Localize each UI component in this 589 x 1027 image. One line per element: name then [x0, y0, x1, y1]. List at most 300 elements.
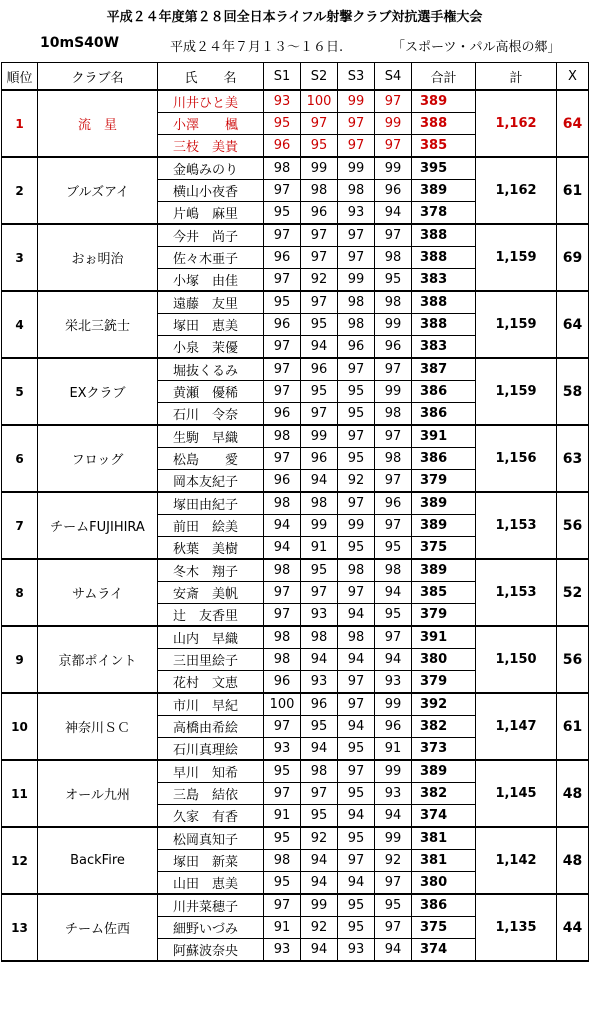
score-s3-cell: 98 — [338, 626, 375, 649]
score-s2-cell: 97 — [301, 113, 338, 135]
table-row — [2, 358, 589, 381]
shooter-name-cell: 塚田 恵美 — [158, 314, 264, 336]
rank-cell: 12 — [2, 827, 38, 894]
score-s2-cell: 96 — [301, 693, 338, 716]
score-s3-cell: 95 — [338, 783, 375, 805]
shooter-name-cell: 安斎 美帆 — [158, 582, 264, 604]
individual-total-cell: 383 — [412, 269, 476, 292]
team-total-cell: 1,153 — [476, 559, 557, 626]
table-row — [2, 693, 589, 716]
team-total-cell: 1,145 — [476, 760, 557, 827]
individual-total-cell: 388 — [412, 291, 476, 314]
score-s3-cell: 98 — [338, 180, 375, 202]
results-table — [1, 62, 589, 962]
club-name-cell: 流 星 — [38, 90, 158, 157]
score-s3-cell: 97 — [338, 425, 375, 448]
score-s2-cell: 96 — [301, 358, 338, 381]
team-total-cell: 1,159 — [476, 358, 557, 425]
score-s3-cell: 94 — [338, 716, 375, 738]
score-s4-cell: 99 — [375, 314, 412, 336]
score-s4-cell: 96 — [375, 336, 412, 359]
shooter-name-cell: 早川 知希 — [158, 760, 264, 783]
score-s1-cell: 96 — [264, 247, 301, 269]
score-s2-cell: 92 — [301, 827, 338, 850]
score-s1-cell: 96 — [264, 135, 301, 158]
score-s2-cell: 94 — [301, 336, 338, 359]
score-s1-cell: 94 — [264, 515, 301, 537]
team-total-cell: 1,135 — [476, 894, 557, 961]
score-s4-cell: 93 — [375, 783, 412, 805]
score-s1-cell: 95 — [264, 872, 301, 895]
score-s3-cell: 97 — [338, 358, 375, 381]
score-s4-cell: 99 — [375, 760, 412, 783]
score-s3-cell: 98 — [338, 559, 375, 582]
individual-total-cell: 389 — [412, 559, 476, 582]
score-s4-cell: 92 — [375, 850, 412, 872]
shooter-name-cell: 片嶋 麻里 — [158, 202, 264, 225]
x-count-cell: 63 — [557, 425, 589, 492]
score-s3-cell: 97 — [338, 582, 375, 604]
score-s4-cell: 98 — [375, 559, 412, 582]
score-s2-cell: 94 — [301, 939, 338, 962]
score-s2-cell: 97 — [301, 403, 338, 426]
individual-total-cell: 386 — [412, 894, 476, 917]
score-s4-cell: 99 — [375, 157, 412, 180]
table-row — [2, 626, 589, 649]
score-s3-cell: 98 — [338, 314, 375, 336]
score-s1-cell: 95 — [264, 291, 301, 314]
shooter-name-cell: 三島 結依 — [158, 783, 264, 805]
rank-cell: 3 — [2, 224, 38, 291]
score-s3-cell: 97 — [338, 850, 375, 872]
shooter-name-cell: 三枝 美貴 — [158, 135, 264, 158]
score-s1-cell: 98 — [264, 559, 301, 582]
rank-cell: 9 — [2, 626, 38, 693]
score-s2-cell: 97 — [301, 247, 338, 269]
shooter-name-cell: 塚田 新菜 — [158, 850, 264, 872]
score-s4-cell: 97 — [375, 515, 412, 537]
club-name-cell: ブルズアイ — [38, 157, 158, 224]
table-row — [2, 90, 589, 113]
shooter-name-cell: 冬木 翔子 — [158, 559, 264, 582]
team-total-cell: 1,150 — [476, 626, 557, 693]
shooter-name-cell: 堀抜くるみ — [158, 358, 264, 381]
club-name-cell: フロッグ — [38, 425, 158, 492]
score-s2-cell: 94 — [301, 850, 338, 872]
individual-total-cell: 392 — [412, 693, 476, 716]
shooter-name-cell: 花村 文恵 — [158, 671, 264, 694]
results-body — [2, 90, 589, 961]
score-s1-cell: 97 — [264, 336, 301, 359]
score-s1-cell: 98 — [264, 649, 301, 671]
score-s2-cell: 92 — [301, 269, 338, 292]
score-s4-cell: 99 — [375, 113, 412, 135]
score-s2-cell: 95 — [301, 135, 338, 158]
shooter-name-cell: 細野いづみ — [158, 917, 264, 939]
shooter-name-cell: 市川 早紀 — [158, 693, 264, 716]
club-name-cell: オール九州 — [38, 760, 158, 827]
score-s2-cell: 98 — [301, 626, 338, 649]
team-total-cell: 1,162 — [476, 157, 557, 224]
score-s1-cell: 93 — [264, 90, 301, 113]
rank-cell: 6 — [2, 425, 38, 492]
team-total-cell: 1,147 — [476, 693, 557, 760]
score-s3-cell: 99 — [338, 269, 375, 292]
shooter-name-cell: 松岡真知子 — [158, 827, 264, 850]
score-s2-cell: 98 — [301, 180, 338, 202]
subtitle-row — [0, 35, 589, 55]
individual-total-cell: 383 — [412, 336, 476, 359]
table-row — [2, 157, 589, 180]
score-s4-cell: 95 — [375, 537, 412, 560]
score-s1-cell: 94 — [264, 537, 301, 560]
score-s4-cell: 97 — [375, 425, 412, 448]
score-s3-cell: 97 — [338, 247, 375, 269]
individual-total-cell: 389 — [412, 90, 476, 113]
score-s3-cell: 98 — [338, 291, 375, 314]
score-s1-cell: 97 — [264, 358, 301, 381]
score-s4-cell: 99 — [375, 827, 412, 850]
shooter-name-cell: 小泉 茉優 — [158, 336, 264, 359]
shooter-name-cell: 岡本友紀子 — [158, 470, 264, 493]
shooter-name-cell: 石川真理絵 — [158, 738, 264, 761]
score-s4-cell: 97 — [375, 90, 412, 113]
individual-total-cell: 379 — [412, 470, 476, 493]
score-s3-cell: 93 — [338, 939, 375, 962]
individual-total-cell: 388 — [412, 314, 476, 336]
score-s2-cell: 95 — [301, 716, 338, 738]
score-s1-cell: 95 — [264, 760, 301, 783]
shooter-name-cell: 遠藤 友里 — [158, 291, 264, 314]
score-s1-cell: 97 — [264, 783, 301, 805]
score-s4-cell: 97 — [375, 917, 412, 939]
score-s3-cell: 95 — [338, 917, 375, 939]
x-count-cell: 64 — [557, 291, 589, 358]
club-name-cell: 京都ポイント — [38, 626, 158, 693]
shooter-name-cell: 今井 尚子 — [158, 224, 264, 247]
score-s3-cell: 97 — [338, 693, 375, 716]
shooter-name-cell: 佐々木亜子 — [158, 247, 264, 269]
score-s1-cell: 98 — [264, 626, 301, 649]
table-row — [2, 760, 589, 783]
shooter-name-cell: 三田里絵子 — [158, 649, 264, 671]
score-s4-cell: 94 — [375, 649, 412, 671]
shooter-name-cell: 川井菜穂子 — [158, 894, 264, 917]
score-s2-cell: 94 — [301, 470, 338, 493]
score-s1-cell: 97 — [264, 224, 301, 247]
score-s3-cell: 94 — [338, 872, 375, 895]
individual-total-cell: 382 — [412, 716, 476, 738]
individual-total-cell: 388 — [412, 247, 476, 269]
score-s1-cell: 98 — [264, 157, 301, 180]
header-s1: S1 — [264, 63, 301, 91]
page-title: 平成２４年度第２８回全日本ライフル射撃クラブ対抗選手権大会 — [106, 10, 483, 25]
rank-cell: 1 — [2, 90, 38, 157]
event-venue: 「スポーツ・パル高根の郷」 — [392, 40, 561, 55]
score-s4-cell: 99 — [375, 693, 412, 716]
shooter-name-cell: 高橋由希絵 — [158, 716, 264, 738]
individual-total-cell: 380 — [412, 649, 476, 671]
score-s1-cell: 98 — [264, 850, 301, 872]
table-row — [2, 559, 589, 582]
rank-cell: 11 — [2, 760, 38, 827]
table-row — [2, 425, 589, 448]
score-s3-cell: 95 — [338, 403, 375, 426]
score-s3-cell: 99 — [338, 90, 375, 113]
score-s2-cell: 97 — [301, 291, 338, 314]
x-count-cell: 56 — [557, 492, 589, 559]
score-s1-cell: 93 — [264, 939, 301, 962]
club-name-cell: サムライ — [38, 559, 158, 626]
rank-cell: 4 — [2, 291, 38, 358]
table-row — [2, 827, 589, 850]
individual-total-cell: 378 — [412, 202, 476, 225]
score-s1-cell: 97 — [264, 894, 301, 917]
rank-cell: 8 — [2, 559, 38, 626]
individual-total-cell: 389 — [412, 180, 476, 202]
shooter-name-cell: 前田 絵美 — [158, 515, 264, 537]
score-s4-cell: 98 — [375, 291, 412, 314]
score-s3-cell: 95 — [338, 381, 375, 403]
score-s2-cell: 97 — [301, 582, 338, 604]
x-count-cell: 48 — [557, 760, 589, 827]
score-s4-cell: 97 — [375, 872, 412, 895]
score-s4-cell: 95 — [375, 269, 412, 292]
rank-cell: 10 — [2, 693, 38, 760]
team-total-cell: 1,142 — [476, 827, 557, 894]
table-row — [2, 894, 589, 917]
table-row — [2, 224, 589, 247]
score-s1-cell: 96 — [264, 470, 301, 493]
score-s3-cell: 92 — [338, 470, 375, 493]
score-s1-cell: 93 — [264, 738, 301, 761]
score-s2-cell: 95 — [301, 805, 338, 828]
score-s2-cell: 92 — [301, 917, 338, 939]
individual-total-cell: 387 — [412, 358, 476, 381]
score-s4-cell: 96 — [375, 180, 412, 202]
shooter-name-cell: 川井ひと美 — [158, 90, 264, 113]
score-s1-cell: 95 — [264, 113, 301, 135]
x-count-cell: 48 — [557, 827, 589, 894]
rank-cell: 13 — [2, 894, 38, 961]
score-s4-cell: 97 — [375, 470, 412, 493]
individual-total-cell: 391 — [412, 425, 476, 448]
shooter-name-cell: 久家 有香 — [158, 805, 264, 828]
score-s3-cell: 94 — [338, 604, 375, 627]
score-s4-cell: 99 — [375, 381, 412, 403]
score-s3-cell: 94 — [338, 649, 375, 671]
shooter-name-cell: 辻 友香里 — [158, 604, 264, 627]
individual-total-cell: 391 — [412, 626, 476, 649]
score-s2-cell: 99 — [301, 515, 338, 537]
club-name-cell: EXクラブ — [38, 358, 158, 425]
score-s4-cell: 97 — [375, 626, 412, 649]
score-s3-cell: 95 — [338, 894, 375, 917]
score-s2-cell: 94 — [301, 649, 338, 671]
club-name-cell: 栄北三銃士 — [38, 291, 158, 358]
score-s4-cell: 96 — [375, 492, 412, 515]
shooter-name-cell: 生駒 早織 — [158, 425, 264, 448]
x-count-cell: 61 — [557, 693, 589, 760]
score-s1-cell: 95 — [264, 827, 301, 850]
individual-total-cell: 382 — [412, 783, 476, 805]
score-s1-cell: 97 — [264, 582, 301, 604]
individual-total-cell: 385 — [412, 582, 476, 604]
table-row — [2, 291, 589, 314]
score-s2-cell: 96 — [301, 448, 338, 470]
shooter-name-cell: 阿蘇波奈央 — [158, 939, 264, 962]
score-s4-cell: 97 — [375, 358, 412, 381]
individual-total-cell: 395 — [412, 157, 476, 180]
shooter-name-cell: 松島 愛 — [158, 448, 264, 470]
score-s3-cell: 95 — [338, 738, 375, 761]
score-s3-cell: 99 — [338, 157, 375, 180]
score-s4-cell: 91 — [375, 738, 412, 761]
score-s3-cell: 94 — [338, 805, 375, 828]
individual-total-cell: 389 — [412, 515, 476, 537]
individual-total-cell: 374 — [412, 939, 476, 962]
individual-total-cell: 389 — [412, 492, 476, 515]
score-s1-cell: 91 — [264, 917, 301, 939]
x-count-cell: 58 — [557, 358, 589, 425]
score-s4-cell: 93 — [375, 671, 412, 694]
header-total: 合計 — [412, 63, 476, 91]
header-club: クラブ名 — [38, 63, 158, 91]
score-s2-cell: 99 — [301, 157, 338, 180]
x-count-cell: 52 — [557, 559, 589, 626]
score-s2-cell: 94 — [301, 738, 338, 761]
club-name-cell: 神奈川ＳＣ — [38, 693, 158, 760]
header-x: X — [557, 63, 589, 91]
team-total-cell: 1,162 — [476, 90, 557, 157]
score-s2-cell: 96 — [301, 202, 338, 225]
score-s2-cell: 95 — [301, 314, 338, 336]
score-s1-cell: 96 — [264, 403, 301, 426]
shooter-name-cell: 秋葉 美樹 — [158, 537, 264, 560]
event-date: 平成２４年７月１３～１６日. — [170, 40, 344, 55]
score-s2-cell: 97 — [301, 783, 338, 805]
score-s4-cell: 97 — [375, 135, 412, 158]
individual-total-cell: 385 — [412, 135, 476, 158]
score-s2-cell: 95 — [301, 559, 338, 582]
shooter-name-cell: 山内 早織 — [158, 626, 264, 649]
individual-total-cell: 389 — [412, 760, 476, 783]
team-total-cell: 1,156 — [476, 425, 557, 492]
score-s2-cell: 91 — [301, 537, 338, 560]
individual-total-cell: 388 — [412, 224, 476, 247]
shooter-name-cell: 横山小夜香 — [158, 180, 264, 202]
score-s4-cell: 95 — [375, 604, 412, 627]
individual-total-cell: 373 — [412, 738, 476, 761]
score-s1-cell: 100 — [264, 693, 301, 716]
score-s4-cell: 94 — [375, 582, 412, 604]
score-s2-cell: 93 — [301, 604, 338, 627]
score-s1-cell: 97 — [264, 716, 301, 738]
score-s3-cell: 96 — [338, 336, 375, 359]
individual-total-cell: 375 — [412, 537, 476, 560]
table-row — [2, 492, 589, 515]
score-s1-cell: 98 — [264, 492, 301, 515]
score-s3-cell: 97 — [338, 760, 375, 783]
individual-total-cell: 375 — [412, 917, 476, 939]
x-count-cell: 56 — [557, 626, 589, 693]
score-s2-cell: 100 — [301, 90, 338, 113]
individual-total-cell: 386 — [412, 403, 476, 426]
header-row — [2, 63, 589, 91]
score-s3-cell: 93 — [338, 202, 375, 225]
score-s4-cell: 98 — [375, 403, 412, 426]
score-s4-cell: 94 — [375, 202, 412, 225]
score-s3-cell: 97 — [338, 671, 375, 694]
club-name-cell: チームFUJIHIRA — [38, 492, 158, 559]
club-name-cell: BackFire — [38, 827, 158, 894]
club-name-cell: おぉ明治 — [38, 224, 158, 291]
score-s2-cell: 93 — [301, 671, 338, 694]
score-s2-cell: 99 — [301, 894, 338, 917]
score-s3-cell: 97 — [338, 113, 375, 135]
shooter-name-cell: 石川 令奈 — [158, 403, 264, 426]
score-s1-cell: 97 — [264, 269, 301, 292]
score-s4-cell: 98 — [375, 448, 412, 470]
score-s3-cell: 97 — [338, 224, 375, 247]
x-count-cell: 61 — [557, 157, 589, 224]
header-s4: S4 — [375, 63, 412, 91]
shooter-name-cell: 小澤 楓 — [158, 113, 264, 135]
score-s4-cell: 94 — [375, 805, 412, 828]
individual-total-cell: 386 — [412, 448, 476, 470]
score-s1-cell: 91 — [264, 805, 301, 828]
score-s3-cell: 97 — [338, 492, 375, 515]
score-s4-cell: 96 — [375, 716, 412, 738]
score-s2-cell: 94 — [301, 872, 338, 895]
individual-total-cell: 381 — [412, 850, 476, 872]
score-s3-cell: 95 — [338, 537, 375, 560]
score-s3-cell: 95 — [338, 448, 375, 470]
header-s3: S3 — [338, 63, 375, 91]
score-s1-cell: 97 — [264, 180, 301, 202]
score-s2-cell: 98 — [301, 760, 338, 783]
shooter-name-cell: 金嶋みのり — [158, 157, 264, 180]
score-s1-cell: 97 — [264, 381, 301, 403]
shooter-name-cell: 黄瀬 優稀 — [158, 381, 264, 403]
individual-total-cell: 374 — [412, 805, 476, 828]
team-total-cell: 1,159 — [476, 291, 557, 358]
club-name-cell: チーム佐西 — [38, 894, 158, 961]
individual-total-cell: 386 — [412, 381, 476, 403]
x-count-cell: 64 — [557, 90, 589, 157]
score-s2-cell: 97 — [301, 224, 338, 247]
score-s1-cell: 96 — [264, 671, 301, 694]
individual-total-cell: 388 — [412, 113, 476, 135]
shooter-name-cell: 塚田由紀子 — [158, 492, 264, 515]
header-s2: S2 — [301, 63, 338, 91]
score-s1-cell: 95 — [264, 202, 301, 225]
shooter-name-cell: 山田 恵美 — [158, 872, 264, 895]
score-s2-cell: 98 — [301, 492, 338, 515]
shooter-name-cell: 小塚 由佳 — [158, 269, 264, 292]
score-s4-cell: 98 — [375, 247, 412, 269]
individual-total-cell: 380 — [412, 872, 476, 895]
score-s2-cell: 99 — [301, 425, 338, 448]
score-s1-cell: 98 — [264, 425, 301, 448]
rank-cell: 2 — [2, 157, 38, 224]
event-label: 10mS40W — [40, 35, 120, 51]
individual-total-cell: 381 — [412, 827, 476, 850]
score-s1-cell: 97 — [264, 604, 301, 627]
header-team-total: 計 — [476, 63, 557, 91]
individual-total-cell: 379 — [412, 604, 476, 627]
score-s1-cell: 97 — [264, 448, 301, 470]
